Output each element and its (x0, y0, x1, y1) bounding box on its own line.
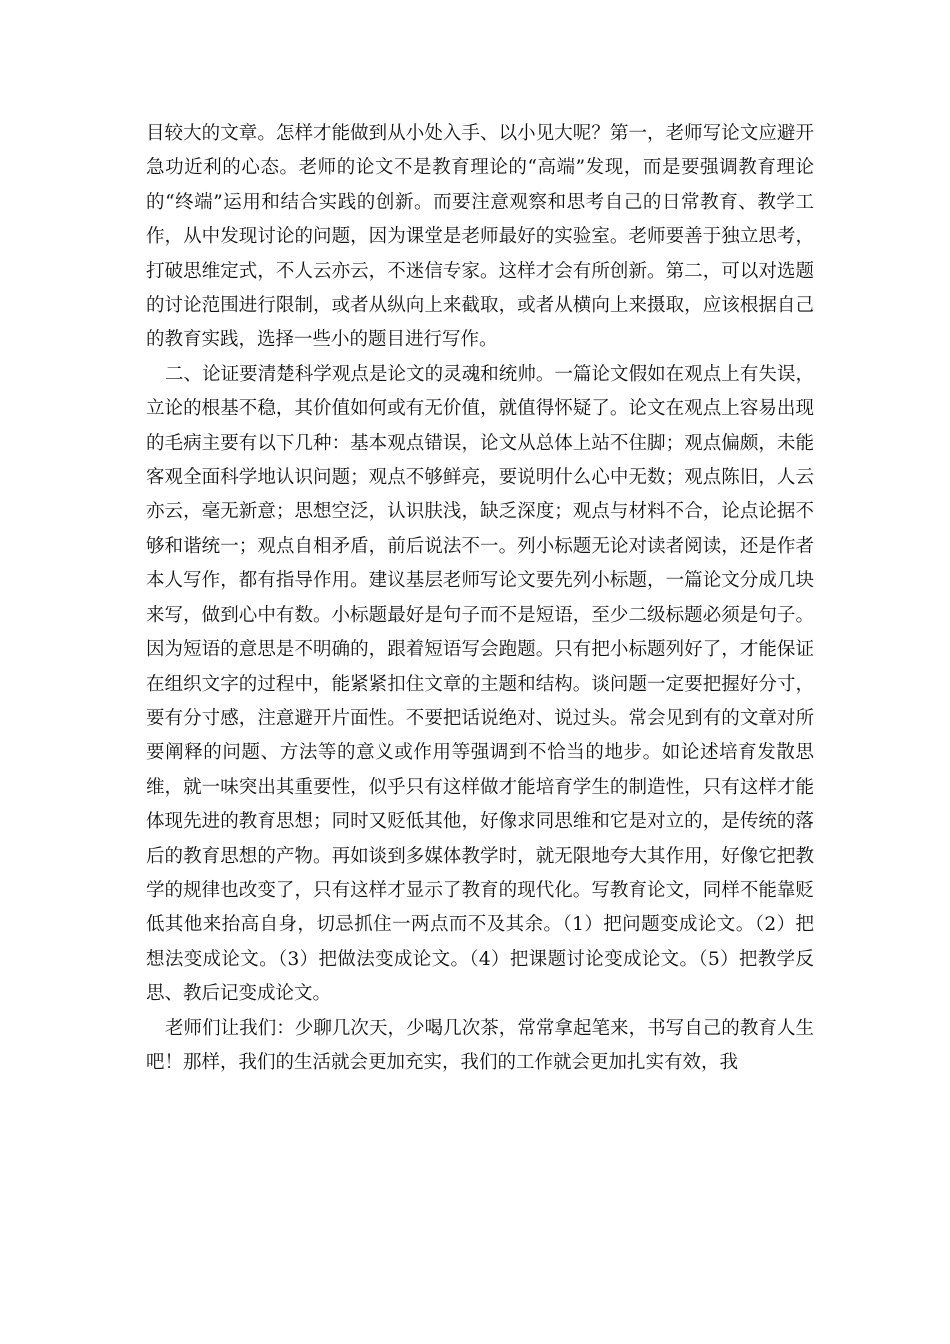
paragraph-conclusion: 老师们让我们：少聊几次天，少喝几次茶，常常拿起笔来，书写自己的教育人生吧！那样，我们的生活就会更加充实，我们的工作就会更加扎实有效，我 (146, 1017, 814, 1073)
paragraph-argumentation: 二、论证要清楚科学观点是论文的灵魂和统帅。一篇论文假如在观点上有失误，立论的根基不稳，其价值如何或有无价值，就值得怀疑了。论文在观点上容易出现的毛病主要有以下几种：基本观点错误，论文从总体上站不住脚；观点偏颇，未能客观全面科学地认识问题；观点不够鲜亮，要说明什么心中无数；观点陈旧，人云亦云，毫无新意；思想空泛，认识肤浅，缺乏深度；观点与材料不合，论点论据不够和谐统一；观点自相矛盾，前后说法不一。列小标题无论对读者阅读，还是作者本人写作，都有指导作用。建议基层老师写论文要先列小标题，一篇论文分成几块来写，做到心中有数。小标题最好是句子而不是短语，至少二级标题必须是句子。因为短语的意思是不明确的，跟着短语写会跑题。只有把小标题列好了，才能保证在组织文字的过程中，能紧紧扣住文章的主题和结构。谈问题一定要把握好分寸，要有分寸感，注意避开片面性。不要把话说绝对、说过头。常会见到有的文章对所要阐释的问题、方法等的意义或作用等强调到不恰当的地步。如论述培育发散思维，就一味突出其重要性，似乎只有这样做才能培育学生的制造性，只有这样才能体现先进的教育思想；同时又贬低其他，好像求同思维和它是对立的，是传统的落后的教育思想的产物。再如谈到多媒体教学时，就无限地夸大其作用，好像它把教学的规律也改变了，只有这样才显示了教育的现代化。写教育论文，同样不能靠贬低其他来抬高自身，切忌抓住一两点而不及其余。（1）把问题变成论文。（2）把想法变成论文。（3）把做法变成论文。（4）把课题讨论变成论文。（5）把教学反思、教后记变成论文。 (146, 363, 814, 1005)
paragraph-topic-selection: 目较大的文章。怎样才能做到从小处入手、以小见大呢？第一，老师写论文应避开急功近利的心态。老师的论文不是教育理论的“高端”发现，而是要强调教育理论的“终端”运用和结合实践的创新。而要注意观察和思考自己的日常教育、教学工作，从中发现讨论的问题，因为课堂是老师最好的实验室。老师要善于独立思考，打破思维定式，不人云亦云，不迷信专家。这样才会有所创新。第二，可以对选题的讨论范围进行限制，或者从纵向上来截取，或者从横向上来摄取，应该根据自己的教育实践，选择一些小的题目进行写作。 (146, 123, 814, 351)
document-page (146, 117, 814, 1080)
